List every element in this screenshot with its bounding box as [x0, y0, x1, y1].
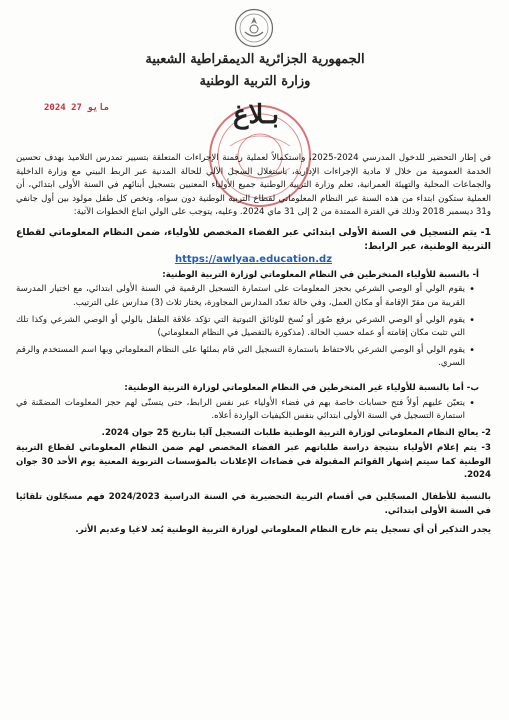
registration-link[interactable]: https://awlyaa.education.dz [174, 254, 333, 266]
intro-paragraph: في إطار التحضير للدخول المدرسي 2024-2025، واستكمالاً لعملية رقمنة الإجراءات المتعلقة بتسيير تمدرس التلاميذ بهدف تحسين الخدمة العمومية من خلال لا مادية الإجراءات الإدارية، باستغلال السجل الآلي للحالة المدنية عبر الربط البيني مع وزارة الداخلية والجماعات المحلية والتهيئة العمرانية، تعلم وزارة التربية الوطنية جميع الأولياء المعنيين بتسجيل أبنائهم في السنة الأولى ابتدائي، أن العملية ستكون ابتداء من هذه السنة عبر النظام المعلوماتي لقطاع التربية الوطنية دون سواه، وتخص كل طفل مولود بين أول جانفي و31 ديسمبر 2018 وذلك في الفترة الممتدة من 2 إلى 31 ماي 2024. وعليه، يتوجب على الولي اتباع الخطوات الآتية: [16, 153, 491, 218]
list-item: • يقوم الولي أو الوصي الشرعي بحجز المعلومات على استمارة التسجيل الرقمية في السنة الأولى ابتدائي، مع اختيار المدرسة القريبة من مقرّ الإقامة أو مكان العمل، وفي حالة تعدّد المدارس المجاورة، يختار ثلاث (3) مدارس على الترتيب. [16, 283, 465, 310]
section-b-list [16, 397, 491, 424]
algeria-emblem-icon [234, 8, 274, 48]
document-date: 2024 مايو 27 [44, 103, 110, 113]
step-2: 2- يعالج النظام المعلوماتي لوزارة التربية الوطنية طلبات التسجيل آليا بتاريخ 25 جوان 2024. [101, 427, 491, 438]
section-a-heading: أ- بالنسبة للأولياء المنخرطين في النظام المعلوماتي لوزارة التربية الوطنية: [162, 269, 479, 280]
list-item: • يتعيّن عليهم أولاً فتح حسابات خاصة بهم في فضاء الأولياء عبر نفس الرابط، حتى يتسنّى لهم حجز المعلومات المضمّنة في استمارة التسجيل في السنة الأولى ابتدائي بنفس الكيفيات الواردة أعلاه. [16, 397, 465, 424]
section-a-list [16, 283, 491, 371]
step-3: 3- يتم إعلام الأولياء بنتيجة دراسة طلباتهم عبر الفضاء المخصص لهم ضمن النظام المعلوماتي لقطاع التربية الوطنية كما سيتم إشهار القوائم المقبولة في فضاءات الإعلانات بالمؤسسات التربوية المعنية يوم الأحد 30 جوان 2024. [16, 443, 491, 481]
document-body [16, 152, 491, 538]
step-1: 1- يتم التسجيل في السنة الأولى ابتدائي عبر الفضاء المخصص للأولياء، ضمن النظام المعلوماتي لقطاع التربية الوطنية، عبر الرابط: [16, 226, 491, 252]
list-item: • يقوم الولي أو الوصي الشرعي بالاحتفاظ باستمارة التسجيل التي قام بملئها على النظام المعلوماتي وبها اسم المستخدم والرقم السري. [16, 344, 465, 371]
preschool-note: بالنسبة للأطفال المسجّلين في أقسام التربية التحضيرية في السنة الدراسية 2024/2023 فهم مسجّلون تلقائيا في السنة الأولى ابتدائي. [16, 492, 491, 516]
list-item: • يقوم الولي أو الوصي الشرعي برفع صُوَر أو نُسخ للوثائق الثبوتية التي تؤكد علاقة الطفل بالولي أو الوصي الشرعي وكذا تلك التي تثبت مكان إقامته أو عمله حسب الحالة. (مذكورة بالتفصيل في النظام المعلوماتي) [16, 314, 465, 341]
ministry-header: وزارة التربية الوطنية [199, 74, 311, 89]
section-b-heading: ب- أما بالنسبة للأولياء غير المنخرطين في النظام المعلوماتي لوزارة التربية الوطنية: [124, 382, 479, 393]
document-title: بـلاغ [233, 100, 279, 130]
final-note: يجدر التذكير أن أي تسجيل يتم خارج النظام المعلوماتي لوزارة التربية الوطنية يُعد لاغيا وعديم الأثر. [75, 525, 491, 536]
republic-header: الجمهورية الجزائرية الديمقراطية الشعبية [145, 52, 365, 67]
